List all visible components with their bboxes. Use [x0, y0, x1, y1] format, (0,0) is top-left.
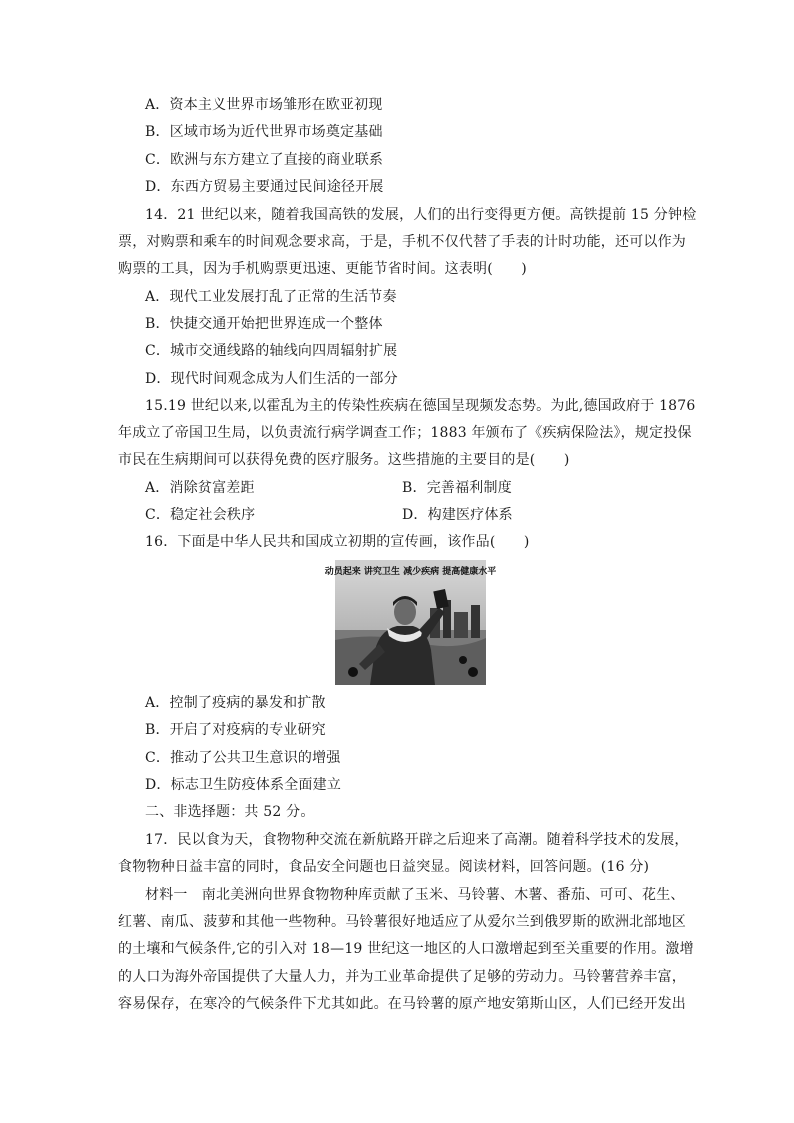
q16-option-d: D．标志卫生防疫体系全面建立 — [145, 777, 342, 793]
q13-option-d: D．东西方贸易主要通过民间途径开展 — [145, 179, 384, 195]
q14-stem-line: 购票的工具，因为手机购票更迅速、更能节省时间。这表明( ) — [118, 261, 527, 277]
q16-stem: 16．下面是中华人民共和国成立初期的宣传画，该作品( ) — [145, 534, 530, 550]
q14-option-c: C．城市交通线路的轴线向四周辐射扩展 — [145, 343, 398, 359]
q13-option-c: C．欧洲与东方建立了直接的商业联系 — [145, 152, 384, 168]
section-heading: 二、非选择题：共 52 分。 — [145, 804, 315, 820]
q15-option-a: A．消除贫富差距 — [145, 480, 255, 496]
propaganda-poster-image — [324, 560, 497, 685]
q16-option-a: A．控制了疫病的暴发和扩散 — [145, 695, 326, 711]
q17-material1-line: 的人口为海外帝国提供了大量人力，并为工业革命提供了足够的劳动力。马铃薯营养丰富， — [118, 969, 686, 985]
q17-stem-line: 食物物种日益丰富的同时，食品安全问题也日益突显。阅读材料，回答问题。(16 分) — [118, 859, 650, 875]
q14-option-b: B．快捷交通开始把世界连成一个整体 — [145, 316, 383, 332]
q15-stem-line: 15.19 世纪以来,以霍乱为主的传染性疾病在德国呈现频发态势。为此,德国政府于 1876 — [145, 398, 696, 414]
q15-option-d: D．构建医疗体系 — [402, 507, 513, 523]
q16-option-c: C．推动了公共卫生意识的增强 — [145, 750, 341, 766]
poster-slogan: 动员起来 讲究卫生 减少疾病 提高健康水平 — [324, 567, 497, 577]
q16-option-b: B．开启了对疫病的专业研究 — [145, 722, 326, 738]
q14-stem-line: 14．21 世纪以来，随着我国高铁的发展，人们的出行变得更方便。高铁提前 15 分钟检 — [145, 207, 697, 223]
q17-stem-line: 17．民以食为天，食物物种交流在新航路开辟之后迎来了高潮。随着科学技术的发展， — [145, 832, 689, 848]
q17-material1-line: 容易保存，在寒冷的气候条件下尤其如此。在马铃薯的原产地安第斯山区，人们已经开发出 — [118, 996, 686, 1012]
q14-option-a: A．现代工业发展打乱了正常的生活节奏 — [145, 289, 397, 305]
q17-material1-line: 红薯、南瓜、菠萝和其他一些物种。马铃薯很好地适应了从爱尔兰到俄罗斯的欧洲北部地区 — [118, 914, 686, 930]
q14-option-d: D．现代时间观念成为人们生活的一部分 — [145, 371, 398, 387]
poster-illustration — [324, 560, 497, 685]
q17-material1-line: 材料一 南北美洲向世界食物物种库贡献了玉米、马铃薯、木薯、番茄、可可、花生、 — [145, 887, 685, 903]
q14-stem-line: 票，对购票和乘车的时间观念要求高，于是，手机不仅代替了手表的计时功能，还可以作为 — [118, 234, 686, 250]
q15-stem-line: 年成立了帝国卫生局，以负责流行病学调查工作；1883 年颁布了《疾病保险法》，规定投保 — [118, 425, 692, 441]
q17-material1-line: 的土壤和气候条件,它的引入对 18—19 世纪这一地区的人口激增起到至关重要的作用。激增 — [118, 941, 694, 957]
q13-option-b: B．区域市场为近代世界市场奠定基础 — [145, 124, 383, 140]
q13-option-a: A．资本主义世界市场雏形在欧亚初现 — [145, 97, 383, 113]
q15-option-b: B．完善福利制度 — [402, 480, 512, 496]
q15-option-c: C．稳定社会秩序 — [145, 507, 256, 523]
q15-stem-line: 市民在生病期间可以获得免费的医疗服务。这些措施的主要目的是( ) — [118, 452, 570, 468]
